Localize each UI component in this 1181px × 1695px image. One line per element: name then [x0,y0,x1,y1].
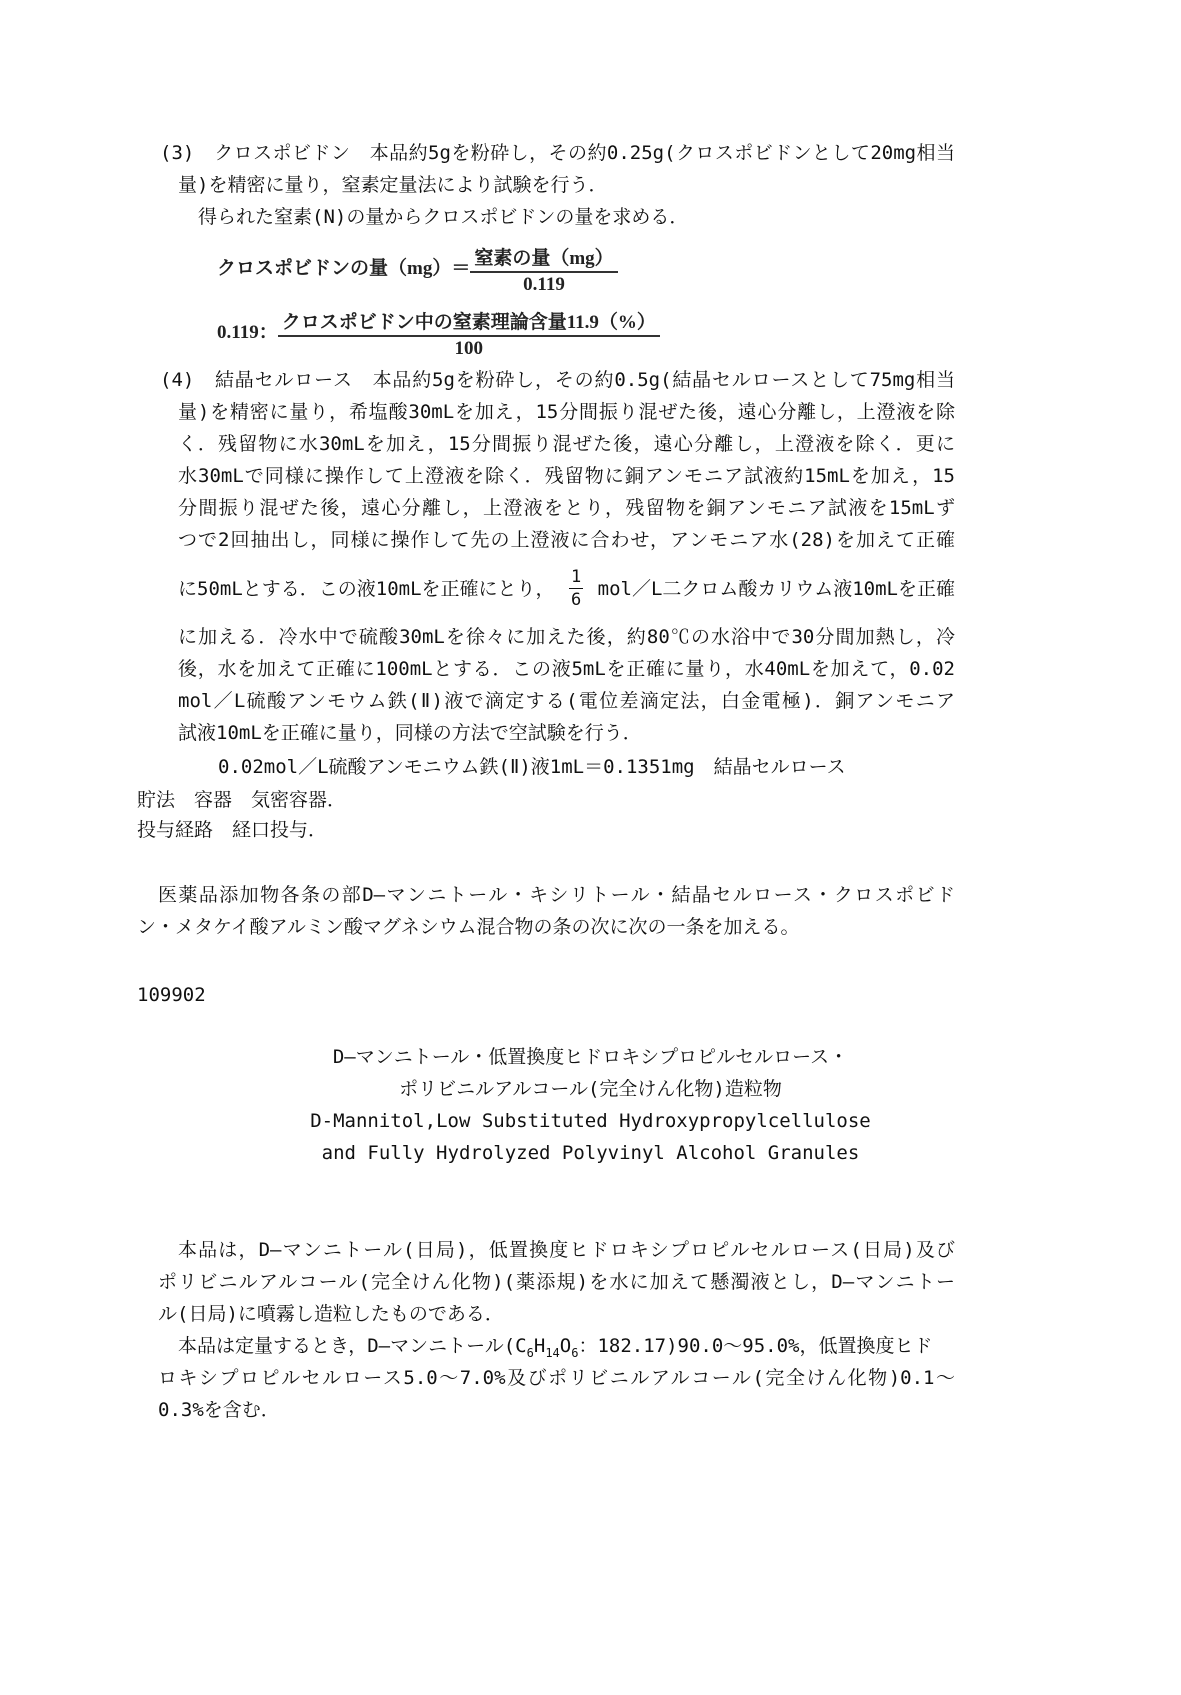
text-segment: O [559,1335,572,1357]
content-line: ロキシプロピルセルロース5.0～7.0%及びポリビニルアルコール(完全けん化物)0.1～ [158,1367,955,1389]
content-line: 0.3%を含む． [158,1399,280,1421]
text-line: 量)を精密に量り，希塩酸30mLを加え，15分間振り混ぜた後，遠心分離し，上澄液を除 [178,401,955,423]
fraction-one-sixth [569,566,583,611]
text-segment [178,1334,932,1365]
formula-numerator: 窒素の量（mg） [470,243,617,273]
text-segment: に50mLとする．この液10mLを正確にとり， [178,577,555,600]
text-line: (3) クロスポビドン 本品約5gを粉砕し，その約0.25g(クロスポビドンとして20mg相当 [160,142,955,164]
text-segment: 本品は定量するとき，D―マンニトール(C [178,1335,527,1357]
monograph-code: 109902 [137,984,206,1006]
fraction-denominator: 6 [570,590,582,610]
text-segment: H [533,1335,546,1357]
title-en-line2: and Fully Hydrolyzed Polyvinyl Alcohol Granules [321,1142,860,1164]
text-line: (4) 結晶セルロース 本品約5gを粉砕し，その約0.5g(結晶セルロースとして75mg相当 [160,369,955,391]
amendment-line: ン・メタケイ酸アルミン酸マグネシウム混合物の条の次に次の一条を加える。 [137,916,800,938]
title-en-line1: D-Mannitol,Low Substituted Hydroxypropylcellulose [310,1110,871,1132]
text-line: に加える．冷水中で硫酸30mLを徐々に加えた後，約80℃の水浴中で30分間加熱し，冷 [178,626,955,648]
formula-denominator: 100 [454,338,484,359]
description-line: ル(日局)に噴霧し造粒したものである． [158,1303,504,1325]
formula-denominator: 0.119 [523,274,565,295]
formula-nitrogen-ratio [217,307,660,360]
formula-lhs: クロスポビドンの量（mg）＝ [217,257,471,279]
formula-lhs: 0.119： [217,321,278,343]
text-line: つで2回抽出し，同様に操作して先の上澄液に合わせ，アンモニア水(28)を加えて正確 [178,529,955,551]
title-ja-line2: ポリビニルアルコール(完全けん化物)造粒物 [399,1078,782,1100]
route-line: 投与経路 経口投与． [137,819,328,841]
text-line: 後，水を加えて正確に100mLとする．この液5mLを正確に量り，水40mLを加えて，0.02 [178,658,955,680]
fraction-numerator: 1 [570,567,582,587]
text-segment: ：182.17)90.0～95.0%，低置換度ヒド [578,1335,933,1357]
formula-numerator: クロスポビドン中の窒素理論含量11.9（%） [278,307,660,337]
text-line-fraction [178,566,955,611]
storage-line: 貯法 容器 気密容器． [137,789,347,811]
text-line: く．残留物に水30mLを加え，15分間振り混ぜた後，遠心分離し，上澄液を除く．更に [178,433,955,455]
text-line: 量)を精密に量り，窒素定量法により試験を行う． [178,174,608,196]
subscript: 6 [526,1345,534,1360]
text-line: mol／L硫酸アンモウム鉄(Ⅱ)液で滴定する(電位差滴定法，白金電極)．銅アンモニア [178,690,955,712]
text-segment: mol／L二クロム酸カリウム液10mLを正確 [597,577,955,600]
text-line: 得られた窒素(N)の量からクロスポビドンの量を求める． [198,206,689,228]
text-line: 水30mLで同様に操作して上澄液を除く．残留物に銅アンモニア試液約15mLを加え，15 [178,465,955,487]
formula-crospovidone-amount [217,243,618,296]
subscript: 6 [571,1345,579,1360]
equivalence-line: 0.02mol／L硫酸アンモニウム鉄(Ⅱ)液1mL＝0.1351mg 結晶セルロース [218,756,846,778]
content-line [178,1334,955,1365]
description-line: 本品は，D―マンニトール(日局)，低置換度ヒドロキシプロピルセルロース(日局)及び [178,1239,955,1261]
text-line: 試液10mLを正確に量り，同様の方法で空試験を行う． [178,722,642,744]
description-line: ポリビニルアルコール(完全けん化物)(薬添規)を水に加えて懸濁液とし，D―マンニトー [158,1271,955,1293]
title-ja-line1: D―マンニトール・低置換度ヒドロキシプロピルセルロース・ [332,1046,849,1068]
subscript: 14 [545,1345,560,1360]
amendment-line: 医薬品添加物各条の部D―マンニトール・キシリトール・結晶セルロース・クロスポビド [158,884,955,906]
text-line: 分間振り混ぜた後，遠心分離し，上澄液をとり，残留物を銅アンモニア試液を15mLず [178,497,955,519]
